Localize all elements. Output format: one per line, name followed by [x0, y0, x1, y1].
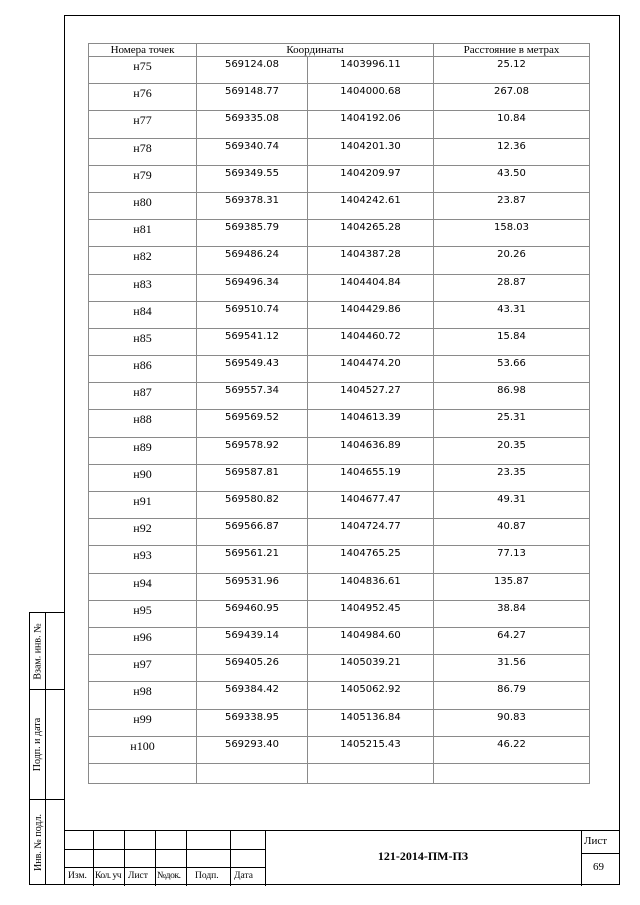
table-row: [89, 247, 590, 274]
point-number-cell: н89: [89, 437, 197, 464]
coordinate-x-cell: 569541.12: [197, 328, 308, 355]
empty-cell: [308, 763, 434, 783]
point-number-cell: н97: [89, 655, 197, 682]
title-block-line: [93, 831, 94, 886]
table-row: [89, 519, 590, 546]
ref-inv-label-cell: [30, 613, 46, 689]
orig-inv-label: Инв. № подл.: [32, 814, 44, 871]
coordinate-y-cell: 1404000.68: [308, 84, 434, 111]
coordinate-y-cell: 1404265.28: [308, 220, 434, 247]
coordinate-y-cell: 1404836.61: [308, 573, 434, 600]
table-row: [89, 573, 590, 600]
table-row: [89, 682, 590, 709]
point-number-cell: н82: [89, 247, 197, 274]
point-number-cell: н79: [89, 165, 197, 192]
coordinate-x-cell: 569531.96: [197, 573, 308, 600]
table-body: [89, 57, 590, 784]
distance-cell: 53.66: [434, 356, 590, 383]
table-row: [89, 410, 590, 437]
coordinate-x-cell: 569587.81: [197, 464, 308, 491]
ref-inv-label: Взам. инв. №: [32, 622, 44, 680]
table-row: [89, 220, 590, 247]
coordinate-y-cell: 1405062.92: [308, 682, 434, 709]
distance-cell: 90.83: [434, 709, 590, 736]
coordinate-y-cell: 1404474.20: [308, 356, 434, 383]
header-coordinates: Координаты: [197, 44, 434, 57]
point-number-cell: н99: [89, 709, 197, 736]
title-block-line: [64, 867, 265, 868]
coordinate-x-cell: 569335.08: [197, 111, 308, 138]
point-number-cell: н78: [89, 138, 197, 165]
sign-date-label: Подп. и дата: [32, 717, 44, 771]
point-number-cell: н92: [89, 519, 197, 546]
point-number-cell: н94: [89, 573, 197, 600]
table-row: [89, 383, 590, 410]
coordinate-y-cell: 1404613.39: [308, 410, 434, 437]
sheet-number: 69: [593, 861, 604, 873]
coordinate-y-cell: 1404242.61: [308, 192, 434, 219]
table-row: [89, 627, 590, 654]
distance-cell: 28.87: [434, 274, 590, 301]
distance-cell: 46.22: [434, 736, 590, 763]
table-header-row: [89, 44, 590, 57]
table-row: [89, 165, 590, 192]
caption-sheet: Лист: [128, 871, 148, 881]
coordinate-x-cell: 569510.74: [197, 301, 308, 328]
caption-date: Дата: [234, 871, 253, 881]
table-row: [89, 301, 590, 328]
empty-cell: [434, 763, 590, 783]
table-row: [89, 464, 590, 491]
point-number-cell: н98: [89, 682, 197, 709]
point-number-cell: н77: [89, 111, 197, 138]
coordinate-x-cell: 569580.82: [197, 492, 308, 519]
coordinate-x-cell: 569460.95: [197, 600, 308, 627]
coordinate-y-cell: 1404724.77: [308, 519, 434, 546]
distance-cell: 23.35: [434, 464, 590, 491]
coordinate-x-cell: 569349.55: [197, 165, 308, 192]
orig-inv-label-cell: [30, 799, 46, 886]
table-row: [89, 192, 590, 219]
title-block: [64, 830, 620, 885]
point-number-cell: н95: [89, 600, 197, 627]
point-number-cell: н96: [89, 627, 197, 654]
point-number-cell: н75: [89, 57, 197, 84]
side-stamp: [29, 612, 64, 885]
distance-cell: 12.36: [434, 138, 590, 165]
point-number-cell: н90: [89, 464, 197, 491]
coordinate-x-cell: 569578.92: [197, 437, 308, 464]
coordinate-x-cell: 569549.43: [197, 356, 308, 383]
distance-cell: 43.31: [434, 301, 590, 328]
distance-cell: 40.87: [434, 519, 590, 546]
distance-cell: 158.03: [434, 220, 590, 247]
title-block-line: [155, 831, 156, 886]
distance-cell: 49.31: [434, 492, 590, 519]
header-points: Номера точек: [89, 44, 197, 57]
title-block-line: [230, 831, 231, 886]
table-row: [89, 84, 590, 111]
coordinate-x-cell: 569384.42: [197, 682, 308, 709]
caption-qty: Кол. уч: [95, 871, 122, 881]
point-number-cell: н84: [89, 301, 197, 328]
title-block-line: [186, 831, 187, 886]
point-number-cell: н85: [89, 328, 197, 355]
table-row: [89, 709, 590, 736]
coordinate-y-cell: 1404655.19: [308, 464, 434, 491]
distance-cell: 267.08: [434, 84, 590, 111]
sheet-label: Лист: [584, 835, 608, 847]
distance-cell: 25.31: [434, 410, 590, 437]
header-distance: Расстояние в метрах: [434, 44, 590, 57]
coordinate-y-cell: 1404984.60: [308, 627, 434, 654]
table-row-empty: [89, 763, 590, 783]
table-row: [89, 736, 590, 763]
caption-signature: Подп.: [195, 871, 219, 881]
coordinate-y-cell: 1404460.72: [308, 328, 434, 355]
distance-cell: 77.13: [434, 546, 590, 573]
sign-date-label-cell: [30, 689, 46, 799]
coordinate-x-cell: 569405.26: [197, 655, 308, 682]
title-block-line: [581, 853, 620, 854]
point-number-cell: н81: [89, 220, 197, 247]
table-row: [89, 328, 590, 355]
coordinate-x-cell: 569293.40: [197, 736, 308, 763]
coordinate-x-cell: 569439.14: [197, 627, 308, 654]
title-block-line: [64, 849, 265, 850]
distance-cell: 43.50: [434, 165, 590, 192]
table-row: [89, 437, 590, 464]
table-row: [89, 356, 590, 383]
coordinate-x-cell: 569486.24: [197, 247, 308, 274]
distance-cell: 20.26: [434, 247, 590, 274]
distance-cell: 86.79: [434, 682, 590, 709]
coordinate-y-cell: 1404677.47: [308, 492, 434, 519]
point-number-cell: н83: [89, 274, 197, 301]
coordinate-x-cell: 569385.79: [197, 220, 308, 247]
distance-cell: 15.84: [434, 328, 590, 355]
coordinate-x-cell: 569124.08: [197, 57, 308, 84]
table-row: [89, 600, 590, 627]
point-number-cell: н88: [89, 410, 197, 437]
caption-change: Изм.: [68, 871, 87, 881]
coordinate-y-cell: 1404429.86: [308, 301, 434, 328]
distance-cell: 23.87: [434, 192, 590, 219]
distance-cell: 10.84: [434, 111, 590, 138]
coordinate-x-cell: 569338.95: [197, 709, 308, 736]
coordinate-y-cell: 1404952.45: [308, 600, 434, 627]
distance-cell: 135.87: [434, 573, 590, 600]
table-row: [89, 546, 590, 573]
coordinate-y-cell: 1405039.21: [308, 655, 434, 682]
empty-cell: [89, 763, 197, 783]
distance-cell: 64.27: [434, 627, 590, 654]
document-code: 121-2014-ПМ-ПЗ: [377, 849, 469, 863]
coordinate-y-cell: 1404192.06: [308, 111, 434, 138]
coordinate-x-cell: 569340.74: [197, 138, 308, 165]
table-row: [89, 492, 590, 519]
coordinate-x-cell: 569496.34: [197, 274, 308, 301]
point-number-cell: н93: [89, 546, 197, 573]
empty-cell: [197, 763, 308, 783]
coordinate-y-cell: 1404527.27: [308, 383, 434, 410]
coordinate-x-cell: 569148.77: [197, 84, 308, 111]
title-block-line: [581, 831, 582, 886]
distance-cell: 31.56: [434, 655, 590, 682]
coordinate-y-cell: 1404765.25: [308, 546, 434, 573]
coordinate-x-cell: 569561.21: [197, 546, 308, 573]
point-number-cell: н76: [89, 84, 197, 111]
coordinate-y-cell: 1405136.84: [308, 709, 434, 736]
distance-cell: 25.12: [434, 57, 590, 84]
coordinates-table: [88, 43, 590, 784]
table-row: [89, 111, 590, 138]
coordinate-x-cell: 569566.87: [197, 519, 308, 546]
point-number-cell: н80: [89, 192, 197, 219]
coordinate-y-cell: 1404404.84: [308, 274, 434, 301]
coordinate-y-cell: 1404201.30: [308, 138, 434, 165]
distance-cell: 20.35: [434, 437, 590, 464]
coordinate-y-cell: 1404636.89: [308, 437, 434, 464]
caption-doc-num: №док.: [157, 871, 181, 881]
title-block-line: [124, 831, 125, 886]
distance-cell: 38.84: [434, 600, 590, 627]
point-number-cell: н100: [89, 736, 197, 763]
point-number-cell: н87: [89, 383, 197, 410]
coordinate-y-cell: 1404209.97: [308, 165, 434, 192]
table-row: [89, 138, 590, 165]
table-row: [89, 655, 590, 682]
table-row: [89, 274, 590, 301]
point-number-cell: н86: [89, 356, 197, 383]
coordinate-x-cell: 569557.34: [197, 383, 308, 410]
point-number-cell: н91: [89, 492, 197, 519]
coordinate-x-cell: 569569.52: [197, 410, 308, 437]
coordinate-y-cell: 1403996.11: [308, 57, 434, 84]
coordinate-y-cell: 1404387.28: [308, 247, 434, 274]
coordinate-x-cell: 569378.31: [197, 192, 308, 219]
distance-cell: 86.98: [434, 383, 590, 410]
table-row: [89, 57, 590, 84]
coordinate-y-cell: 1405215.43: [308, 736, 434, 763]
